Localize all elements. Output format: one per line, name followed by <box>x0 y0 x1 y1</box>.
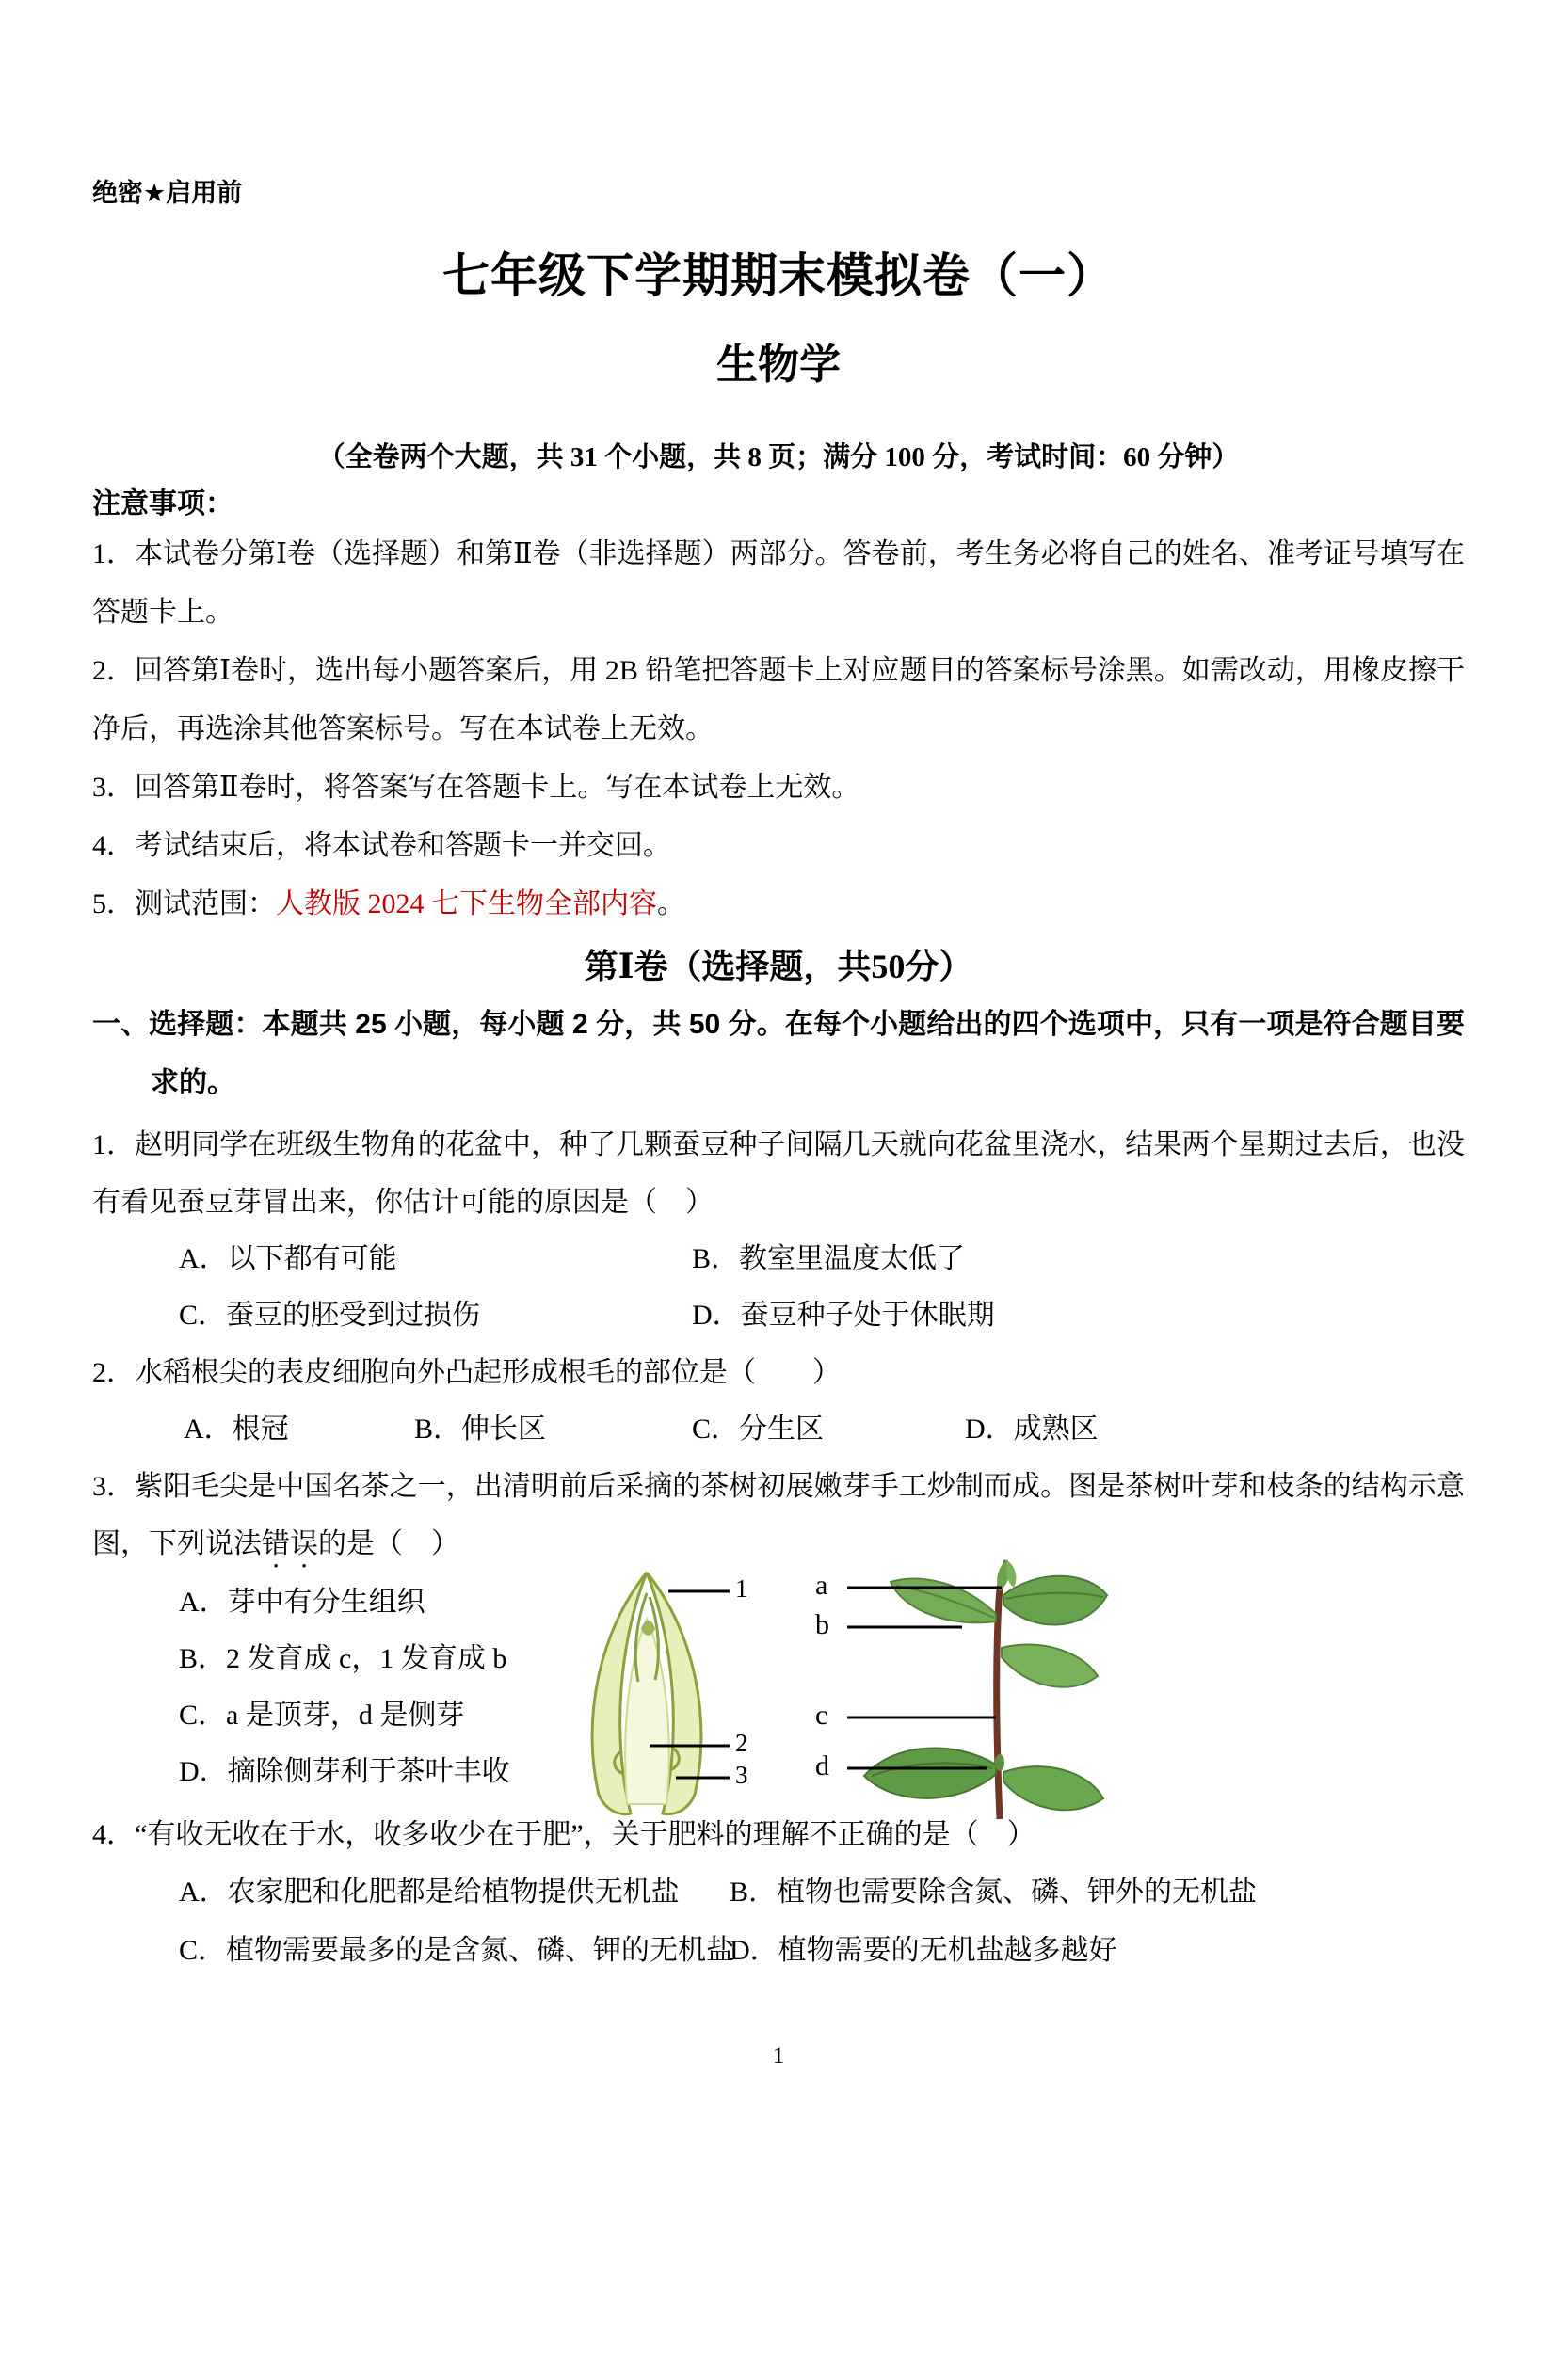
option-4C: C．植物需要最多的是含氮、磷、钾的无机盐 <box>179 1935 735 1966</box>
option-4D: D．植物需要的无机盐越多越好 <box>730 1935 1117 1966</box>
option-row <box>92 1231 1465 1287</box>
option-4A: A．农家肥和化肥都是给植物提供无机盐 <box>179 1877 680 1908</box>
question-3-text-part2: 的是（ ） <box>318 1528 459 1559</box>
notice-item-5-prefix: 5．测试范围： <box>92 888 276 919</box>
branch-diagram <box>800 1556 1116 1824</box>
question-4-text: 4．“有收无收在于水，收多收少在于肥”，关于肥料的理解不正确的是（ ） <box>92 1819 1035 1850</box>
page-title: 七年级下学期期末模拟卷（一） <box>442 249 1115 302</box>
option-row <box>92 1863 1465 1922</box>
question-2-text: 2．水稻根尖的表皮细胞向外凸起形成根毛的部位是（ ） <box>92 1357 841 1388</box>
option-3D: D．摘除侧芽利于茶叶丰收 <box>179 1756 510 1787</box>
question-3-figure <box>527 1567 1120 1823</box>
question-4-options <box>92 1863 1465 1980</box>
bud-label-1: 1 <box>735 1574 748 1603</box>
option-2B: B．伸长区 <box>414 1414 547 1445</box>
question-1-text: 1．赵明同学在班级生物角的花盆中，种了几颗蚕豆种子间隔几天就向花盆里浇水，结果两个星期过去后，也没有看见蚕豆芽冒出来，你估计可能的原因是（ ） <box>92 1129 1465 1218</box>
option-1C: C．蚕豆的胚受到过损伤 <box>179 1300 481 1331</box>
branch-label-b: b <box>815 1609 829 1640</box>
option-1A: A．以下都有可能 <box>179 1243 397 1274</box>
bud-label-2: 2 <box>735 1729 748 1757</box>
option-2D: D．成熟区 <box>965 1414 1099 1445</box>
notice-item-2: 2．回答第Ⅰ卷时，选出每小题答案后，用 2B 铅笔把答题卡上对应题目的答案标号涂黑。如需改动，用橡皮擦干净后，再选涂其他答案标号。写在本试卷上无效。 <box>92 655 1465 744</box>
option-3A: A．芽中有分生组织 <box>179 1587 425 1618</box>
branch-label-c: c <box>815 1700 828 1731</box>
option-3B: B．2 发育成 c，1 发育成 b <box>179 1643 507 1674</box>
option-1B: B．教室里温度太低了 <box>692 1243 966 1274</box>
exam-info-line: （全卷两个大题，共 31 个小题，共 8 页；满分 100 分，考试时间：60 分钟） <box>317 442 1240 472</box>
page-number: 1 <box>772 2043 785 2069</box>
branch-label-d: d <box>815 1750 829 1781</box>
branch-diagram-art <box>800 1556 1116 1824</box>
subject-title: 生物学 <box>716 342 841 388</box>
question-1-options <box>92 1231 1465 1344</box>
exam-paper-page <box>0 179 1557 2380</box>
option-2C: C．分生区 <box>692 1414 825 1445</box>
question-3-block <box>92 1458 1465 1800</box>
notice-item-1: 1．本试卷分第Ⅰ卷（选择题）和第Ⅱ卷（非选择题）两部分。答卷前，考生务必将自己的姓名、准考证号填写在答题卡上。 <box>92 538 1465 628</box>
branch-label-a: a <box>815 1570 828 1601</box>
notice-item-3: 3．回答第Ⅱ卷时，将答案写在答题卡上。写在本试卷上无效。 <box>92 772 860 803</box>
notice-item-5 <box>92 875 1465 934</box>
option-row <box>92 1922 1465 1980</box>
section1-header: 第Ⅰ卷（选择题，共50分） <box>584 948 973 985</box>
notice-item-5-suffix: 。 <box>657 888 685 919</box>
question-3-text <box>92 1458 1465 1574</box>
option-1D: D．蚕豆种子处于休眠期 <box>692 1300 995 1331</box>
classified-label: 绝密★启用前 <box>92 179 243 207</box>
option-3C: C．a 是顶芽，d 是侧芽 <box>179 1700 465 1731</box>
section1-instruction: 一、选择题：本题共 25 小题，每小题 2 分，共 50 分。在每个小题给出的四个选项中，只有一项是符合题目要求的。 <box>92 1009 1465 1098</box>
notice-item-5-test-scope: 人教版 2024 七下生物全部内容 <box>276 888 657 919</box>
bud-diagram-art <box>527 1567 767 1819</box>
notice-item-4: 4．考试结束后，将本试卷和答题卡一并交回。 <box>92 830 671 861</box>
notice-heading: 注意事项： <box>92 488 233 519</box>
question-3-text-part1: 3．紫阳毛尖是中国名茶之一，出清明前后采摘的茶树初展嫩芽手工炒制而成。图是茶树叶芽和枝条的结构示意图，下列说法 <box>92 1471 1465 1559</box>
option-4B: B．植物也需要除含氮、磷、钾外的无机盐 <box>730 1877 1258 1908</box>
question-3-emphasis: 错误 <box>262 1528 318 1559</box>
option-row <box>92 1287 1465 1344</box>
question-2-options <box>92 1401 1465 1458</box>
option-2A: A．根冠 <box>184 1414 289 1445</box>
bud-diagram <box>527 1567 767 1819</box>
bud-label-3: 3 <box>735 1761 748 1789</box>
